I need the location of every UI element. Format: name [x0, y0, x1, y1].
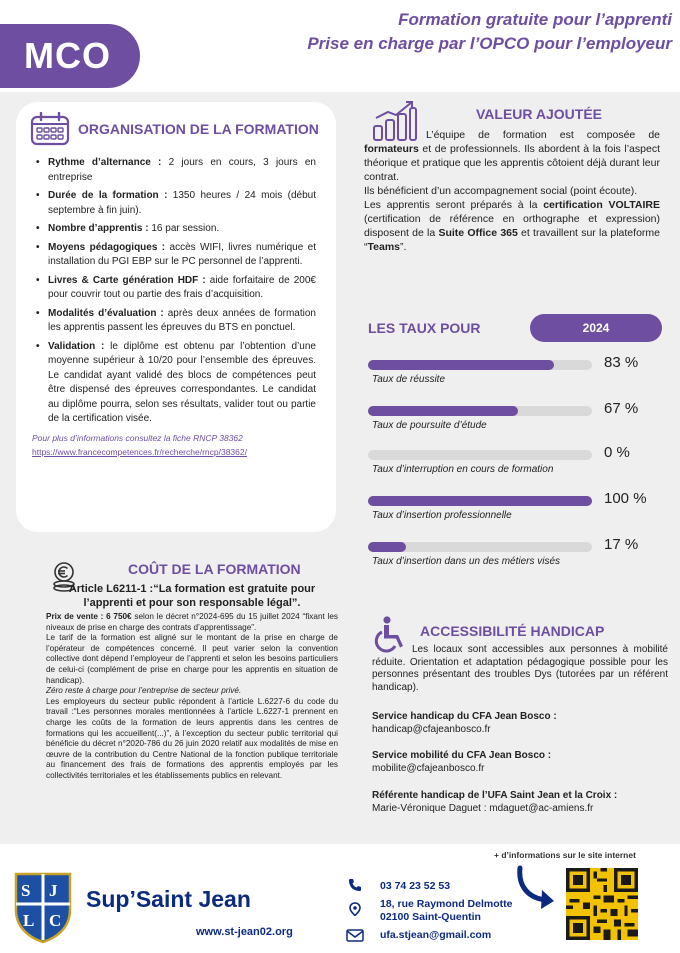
- organisation-item: • Moyens pédagogiques : accès WIFI, livres numérique et installation du PGI EBP sur le PC personnel de l’apprenti.: [30, 241, 316, 270]
- valeur-paragraph-2: Ils bénéficient d’un accompagnement social (point écoute).: [364, 185, 638, 197]
- rate-track: [368, 406, 592, 416]
- valeur-paragraph-1: L’équipe de formation est composée de formateurs et de professionnels. Ils abordent à la fois l’aspect théorique et pratique que les apprentis côtoient déjà durant leur contrat.: [364, 129, 660, 183]
- title-line-1: Formation gratuite pour l’apprenti: [398, 10, 672, 29]
- organisation-item: • Livres & Carte génération HDF : aide forfaitaire de 200€ pour couvrir tout ou partie des frais d’acquisition.: [30, 274, 316, 303]
- year-badge: 2024: [530, 314, 662, 342]
- contact-heading: Service mobilité du CFA Jean Bosco :: [372, 750, 552, 761]
- rate-item: [368, 354, 668, 396]
- rate-label: Taux de poursuite d’étude: [372, 420, 487, 431]
- rate-fill: [368, 496, 592, 506]
- accessibilite-title: ACCESSIBILITÉ HANDICAP: [420, 623, 605, 639]
- valeur-paragraph-3: Les apprentis seront préparés à la certification VOLTAIRE (certification de référence en orthographe et expression) disposent de la Suite Office 365 et travaillent sur la plateforme “Teams”.: [364, 199, 660, 253]
- more-info-text: + d’informations sur le site internet: [494, 850, 636, 860]
- rate-item: [368, 400, 668, 442]
- address-line-1: 18, rue Raymond Delmotte: [380, 898, 513, 910]
- page-title: [307, 8, 672, 56]
- rate-label: Taux d’insertion professionnelle: [372, 510, 512, 521]
- valeur-text: [364, 128, 660, 254]
- crest-letter-s: S: [21, 881, 31, 900]
- contact-value[interactable]: Marie-Véronique Daguet : mdaguet@ac-amiens.fr: [372, 803, 594, 814]
- cout-text: [46, 612, 338, 782]
- organisation-item: • Modalités d’évaluation : après deux années de formation les apprentis passent les épreuves du BTS en ponctuel.: [30, 307, 316, 336]
- rncp-note: Pour plus d’informations consultez la fiche RNCP 38362: [32, 432, 243, 443]
- program-badge: MCO: [0, 24, 140, 88]
- rate-value: 0 %: [604, 444, 630, 461]
- organisation-title: ORGANISATION DE LA FORMATION: [78, 121, 319, 137]
- contact-value[interactable]: mobilite@cfajeanbosco.fr: [372, 763, 485, 774]
- rate-value: 100 %: [604, 490, 647, 507]
- organisation-item: • Rythme d’alternance : 2 jours en cours, 3 jours en entreprise: [30, 156, 316, 185]
- cout-paragraph-3: Zéro reste à charge pour l’entreprise de secteur privé.: [46, 686, 242, 696]
- organisation-item: • Validation : le diplôme est obtenu par l’obtention d’une moyenne supérieur à 10/20 pour l’ensemble des épreuves. Le candidat ayant validé des blocs de compétences peut être dispensé des épreuves correspondantes. Le candidat au diplôme pourra, selon ses résultats, valider tout ou partie de la certification visée.: [30, 340, 316, 427]
- rate-value: 83 %: [604, 354, 639, 371]
- rate-item: [368, 490, 668, 532]
- email-address[interactable]: ufa.stjean@gmail.com: [380, 929, 492, 941]
- address-line-2: 02100 Saint-Quentin: [380, 911, 481, 923]
- email-icon: [346, 928, 364, 942]
- qr-code[interactable]: [566, 868, 638, 940]
- accessibilite-text: Les locaux sont accessibles aux personnes à mobilité réduite. Orientation et adaptation pédagogique possible pour les personnes présentant des troubles Dys (tutorées par un référent handicap).: [372, 644, 668, 693]
- calendar-icon: [30, 112, 70, 146]
- contact-block: [372, 710, 672, 736]
- crest-letter-l: L: [23, 911, 35, 930]
- rate-label: Taux d’interruption en cours de formation: [372, 464, 554, 475]
- cout-article: Article L6211-1 :“La formation est gratuite pour l’apprenti et pour son responsable légal”.: [68, 583, 316, 609]
- rate-track: [368, 360, 592, 370]
- rate-fill: [368, 542, 406, 552]
- cout-title: COÛT DE LA FORMATION: [128, 561, 301, 577]
- brand-name: Sup’Saint Jean: [86, 886, 251, 912]
- rate-value: 17 %: [604, 536, 639, 553]
- rate-fill: [368, 360, 554, 370]
- location-pin-icon: [348, 902, 362, 916]
- organisation-card: [16, 102, 336, 532]
- cout-paragraph-4: Les employeurs du secteur public répondent à l’article L.6227-6 du code du travail :“Les personnes morales mentionnées à l’article L.6227-1 prennent en charge les coûts de la formation de leurs apprentis dans les centres de formations qui les accueillent(...)”, à l’exception du secteur public territorial qui bénéficie du décret n°2020-786 du 26 juin 2020 relatif aux modalités de mise en œuvre de la contribution du Centre National de la fonction publique territoriale au financement des frais de formations des apprentis employés par les collectivités territoriales et les établissements publics en relevant.: [46, 696, 338, 780]
- crest-letter-c: C: [49, 911, 62, 930]
- school-crest-logo: [12, 870, 74, 944]
- rate-track: [368, 496, 592, 506]
- phone-icon: [348, 878, 362, 892]
- cout-prix: Prix de vente : 6 750€ selon le décret n°2024-695 du 15 juillet 2024 “fixant les niveaux de prise en charge des contrats d’apprentissage”.: [46, 612, 338, 632]
- rate-value: 67 %: [604, 400, 639, 417]
- rate-track: [368, 542, 592, 552]
- rate-item: [368, 444, 668, 486]
- organisation-list: [30, 156, 322, 427]
- organisation-item: • Nombre d’apprentis : 16 par session.: [30, 222, 316, 237]
- contact-heading: Référente handicap de l’UFA Saint Jean et la Croix :: [372, 790, 618, 801]
- cout-paragraph-2: Le tarif de la formation est aligné sur le montant de la prise en charge de l’opérateur de compétences concerné. Il peut varier selon la convention collective dont dépend l’employeur de l’apprenti et selon les besoins particuliers de celui-ci (complément de prise en charge pour les apprentis en situation de handicap).: [46, 633, 338, 685]
- title-line-2: Prise en charge par l’OPCO pour l’employeur: [307, 34, 672, 53]
- contact-block: [372, 749, 672, 775]
- rate-item: [368, 536, 668, 578]
- contact-heading: Service handicap du CFA Jean Bosco :: [372, 711, 557, 722]
- curved-arrow-icon: [512, 864, 556, 914]
- rate-label: Taux de réussite: [372, 374, 446, 385]
- contact-block: [372, 789, 672, 815]
- website-link[interactable]: www.st-jean02.org: [196, 926, 293, 938]
- rate-label: Taux d’insertion dans un des métiers visés: [372, 556, 561, 567]
- address: [380, 898, 512, 924]
- valeur-title: VALEUR AJOUTÉE: [476, 106, 603, 122]
- contact-value[interactable]: handicap@cfajeanbosco.fr: [372, 724, 491, 735]
- organisation-item: • Durée de la formation : 1350 heures / 24 mois (début septembre à fin juin).: [30, 189, 316, 218]
- crest-letter-j: J: [49, 881, 58, 900]
- taux-title: LES TAUX POUR: [368, 320, 481, 336]
- rate-fill: [368, 406, 518, 416]
- phone-number[interactable]: 03 74 23 52 53: [380, 880, 451, 892]
- rate-track: [368, 450, 592, 460]
- rncp-link[interactable]: https://www.francecompetences.fr/recherche/rncp/38362/: [32, 446, 247, 457]
- organisation-header: [30, 112, 322, 146]
